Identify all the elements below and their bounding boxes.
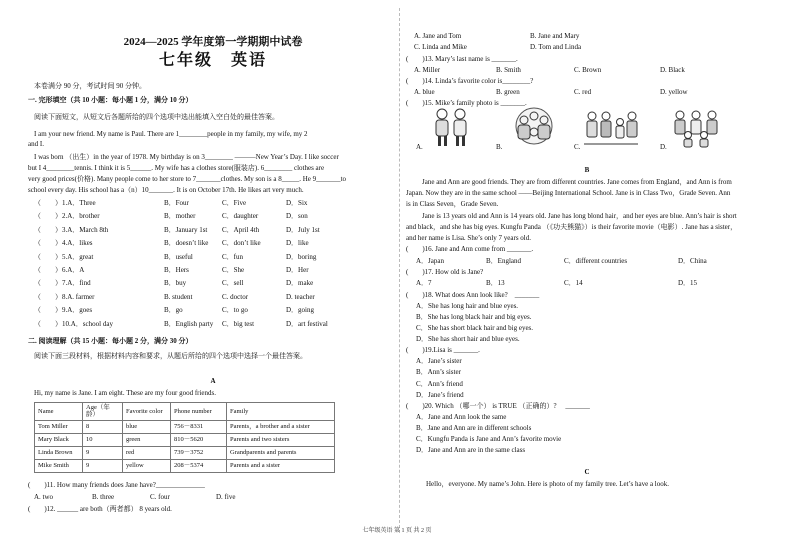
option: C. <box>574 143 581 151</box>
option: B．13 <box>486 279 505 287</box>
table-cell: green <box>123 433 171 446</box>
option: C．She has short black hair and big eyes. <box>416 324 534 332</box>
q18-stem: ( )18. What does Ann look like? _______ <box>406 291 540 299</box>
question-option-a: （ ）2.A．brother <box>34 212 100 221</box>
question-option: D. teacher <box>286 292 315 301</box>
option: D．15 <box>678 279 698 287</box>
q17-stem: ( )17. How old is Jane? <box>406 268 484 276</box>
question-option: D．Her <box>286 266 309 274</box>
question-option: B．January 1st <box>164 225 208 234</box>
q14-stem: ( )14. Linda’s favorite color is________? <box>406 77 534 85</box>
table-cell: Parents，a brother and a sister <box>227 420 335 433</box>
table-row <box>35 446 335 459</box>
passage-line: school every day. His school has a（n）10_______. It is on October 17th. He likes art very much. <box>28 186 304 194</box>
table-cell: Parents and a sister <box>227 459 335 472</box>
passage-b-line: Jane and Ann are good friends. They are from different countries. Jane comes from England，and Ann is from <box>422 178 732 186</box>
option: B. three <box>92 493 115 501</box>
table-cell: Tom Miller <box>35 420 83 433</box>
table-cell: blue <box>123 420 171 433</box>
table-cell: Mike Smith <box>35 459 83 472</box>
column-header: Name <box>35 403 83 421</box>
option: A．7 <box>416 279 432 287</box>
column-header: Favorite color <box>123 403 171 421</box>
option: D. five <box>216 493 236 501</box>
question-option: D．son <box>286 212 308 221</box>
passage-a-intro: Hi, my name is Jane. I am eight. These are my four good friends. <box>34 389 217 397</box>
table-cell: Linda Brown <box>35 446 83 459</box>
table-cell: yellow <box>123 459 171 472</box>
table-cell: 810－5620 <box>171 433 227 446</box>
option: C. Linda and Mike <box>414 43 467 51</box>
table-cell: Mary Black <box>35 433 83 446</box>
table-cell: 208－5374 <box>171 459 227 472</box>
passage-line: I am your new friend. My name is Paul. There are 1________people in my family, my wife, my 2 <box>34 130 308 138</box>
question-option: B．English party <box>164 319 214 328</box>
question-option-a: （ ）6.A．A <box>34 266 85 274</box>
q19-stem: ( )19.Lisa is _______. <box>406 346 480 354</box>
table-cell: Parents and two sisters <box>227 433 335 446</box>
question-option-a: （ ）4.A．likes <box>34 239 93 248</box>
option: A. Miller <box>414 66 441 74</box>
passage-line: and I. <box>28 140 44 148</box>
column-header: Age（年龄） <box>83 403 123 421</box>
option: C. Brown <box>574 66 602 74</box>
question-option: D．make <box>286 279 314 288</box>
cloze-question-row <box>28 320 398 330</box>
option: C. four <box>150 493 170 501</box>
question-option: B．mother <box>164 212 196 221</box>
question-option: B．doesn’t like <box>164 239 209 248</box>
passage-a-label: A <box>210 377 216 385</box>
question-option: D．boring <box>286 252 317 261</box>
question-option: B．go <box>164 306 183 315</box>
q11-options <box>28 493 398 503</box>
section1-instruction: 阅读下面短文，从短文后各题所给的四个选项中选出能填入空白处的最佳答案。 <box>34 113 279 121</box>
option: D. Black <box>660 66 685 74</box>
option: A. Jane and Tom <box>414 32 462 40</box>
cloze-question-row <box>28 199 398 209</box>
table-row <box>35 420 335 433</box>
exam-title: 2024—2025 学年度第一学期期中试卷 <box>123 36 303 48</box>
question-option: D．art festival <box>286 319 328 328</box>
option: D．She has short hair and blue eyes. <box>416 335 520 343</box>
passage-b-line: is in Class Seven，Grade Seven. <box>406 200 499 208</box>
option: A．She has long hair and blue eyes. <box>416 302 519 310</box>
cloze-question-row <box>28 279 398 289</box>
option: A．Jane and Ann look the same <box>416 413 507 421</box>
table-cell: red <box>123 446 171 459</box>
cloze-question-row <box>28 226 398 236</box>
exam-note: 本卷满分 90 分，考试时间 90 分钟。 <box>34 82 146 90</box>
table-cell: 9 <box>83 459 123 472</box>
question-option: C．sell <box>222 279 244 288</box>
option: A．Japan <box>416 257 444 265</box>
passage-c-label: C <box>584 468 590 476</box>
question-option: C．fun <box>222 252 243 261</box>
table-cell: 756－8331 <box>171 420 227 433</box>
table-row <box>35 459 335 472</box>
section1-heading: 一. 完形填空（共 10 小题：每小题 1 分，满分 10 分） <box>28 96 193 104</box>
option: D. Tom and Linda <box>530 43 582 51</box>
option: D. yellow <box>660 88 688 96</box>
question-option-a: （ ）8.A. farmer <box>34 292 95 301</box>
q15-stem: ( )15. Mike’s family photo is _______. <box>406 99 527 107</box>
table-header-row <box>35 403 335 421</box>
option: B．Jane and Ann are in different schools <box>416 424 532 432</box>
q20-stem: ( )20. Which （哪一个） is TRUE （正确的）? _______ <box>406 402 590 410</box>
page-footer: 七年级英语 第 1 页 共 2 页 <box>362 528 432 534</box>
passage-b-line: Japan. Now they are in the same school ——Beijing International School. Jane is in Class Two，Grade Seven. Ann <box>406 189 731 197</box>
q14-options <box>406 88 768 98</box>
cloze-question-row <box>28 306 398 316</box>
question-option-a: （ ）9.A．goes <box>34 306 93 315</box>
passage-b-line: and her name is Lisa. She’s only 7 years old. <box>406 234 532 242</box>
q13-stem: ( )13. Mary’s last name is _______. <box>406 55 518 63</box>
cloze-question-row <box>28 253 398 263</box>
question-option: D．Six <box>286 199 308 207</box>
table-cell: 9 <box>83 446 123 459</box>
family-photo-a <box>424 106 484 148</box>
cloze-question-row <box>28 293 398 303</box>
option: C．different countries <box>564 257 628 265</box>
family-photo-c <box>580 106 640 148</box>
family-photo-b <box>504 106 564 148</box>
passage-b-label: B <box>584 166 590 174</box>
question-option: D．July 1st <box>286 225 320 234</box>
option: C．14 <box>564 279 583 287</box>
question-option: C．Five <box>222 199 247 207</box>
passage-line: very good prices(价格). Many people come to her store to 7_______clothes. My son is a 8_____. He 9_______to <box>28 175 347 183</box>
q13-options <box>406 66 768 76</box>
question-option-a: （ ）5.A．great <box>34 252 94 261</box>
option: A. blue <box>414 88 435 96</box>
question-option: C．don’t like <box>222 239 261 248</box>
question-option: B．buy <box>164 279 187 288</box>
question-option: C．daughter <box>222 212 259 221</box>
question-option: C. doctor <box>222 292 249 301</box>
question-option: C．She <box>222 266 245 274</box>
option: B. green <box>496 88 520 96</box>
option: A．Jane’s sister <box>416 357 462 365</box>
table-cell: 739－3752 <box>171 446 227 459</box>
option: D．Jane and Ann are in the same class <box>416 446 526 454</box>
question-option-a: （ ）3.A．March 8th <box>34 225 109 234</box>
option: C．Ann’s friend <box>416 380 463 388</box>
option: B．She has long black hair and big eyes. <box>416 313 532 321</box>
question-option: C．April 4th <box>222 225 260 234</box>
option: B. Jane and Mary <box>530 32 580 40</box>
table-cell: Grandparents and parents <box>227 446 335 459</box>
cloze-question-row <box>28 266 398 276</box>
option: D. <box>660 143 667 151</box>
passage-line: but I 4________tennis. I think it is 5______. My wife has a clothes store(服装店). 6________ clothes are <box>28 164 325 172</box>
question-option: C．to go <box>222 306 248 315</box>
table-row <box>35 433 335 446</box>
question-option: C．big test <box>222 319 255 328</box>
table-cell: 10 <box>83 433 123 446</box>
question-option-a: （ ）10.A．school day <box>34 319 113 328</box>
option: A. <box>416 143 423 151</box>
passage-b-line: Jane is 13 years old and Ann is 14 years old. Jane has long blond hair，and her eyes are blue. Ann’s hair is short <box>422 212 737 220</box>
option: B．Ann’s sister <box>416 368 461 376</box>
table-cell: 8 <box>83 420 123 433</box>
q17-options <box>406 279 768 289</box>
cloze-question-row <box>28 239 398 249</box>
q12-stem: ( )12. ______ are both（两者都） 8 years old. <box>28 505 172 513</box>
exam-subject: 七年级 英语 <box>158 52 267 69</box>
question-option: B．useful <box>164 252 193 261</box>
q16-options <box>406 257 768 267</box>
option: B．England <box>486 257 521 265</box>
question-option: B．Hers <box>164 266 189 274</box>
section2-instruction: 阅读下面三段材料，根据材料内容和要求，从题后所给的四个选项中选择一个最佳答案。 <box>34 352 307 360</box>
passage-c-intro: Hello，everyone. My name’s John. Here is photo of my family tree. Let’s have a look. <box>426 480 669 488</box>
question-option: D．going <box>286 306 314 315</box>
question-option-a: （ ）7.A．find <box>34 279 91 288</box>
passage-line: I was born （出生）in the year of 1978. My birthday is on 3________ ———New Year’s Day. I like soccer <box>34 153 339 161</box>
option: A. two <box>34 493 54 501</box>
cloze-question-row <box>28 212 398 222</box>
column-header: Family <box>227 403 335 421</box>
option: B. Smith <box>496 66 521 74</box>
section2-heading: 二. 阅读理解（共 15 小题：每小题 2 分，满分 30 分） <box>28 337 193 345</box>
friends-table <box>34 402 335 473</box>
question-option: D．like <box>286 239 309 248</box>
q11-stem: ( )11. How many friends does Jane have?______________ <box>28 481 205 489</box>
option: C. red <box>574 88 592 96</box>
option: B. <box>496 143 503 151</box>
passage-b-line: and black，and she has big eyes. Kungfu Panda （《功夫熊猫》）is their favorite movie（电影）. Jane has a sister， <box>406 223 738 231</box>
question-option: B. student <box>164 292 193 301</box>
option: C．Kungfu Panda is Jane and Ann’s favorite movie <box>416 435 562 443</box>
question-option: B．Four <box>164 199 189 207</box>
option: D．Jane’s friend <box>416 391 464 399</box>
q16-stem: ( )16. Jane and Ann come from _______. <box>406 245 534 253</box>
question-option-a: （ ）1.A．Three <box>34 199 96 207</box>
column-header: Phone number <box>171 403 227 421</box>
family-photo-d <box>666 106 726 148</box>
option: D．China <box>678 257 707 265</box>
